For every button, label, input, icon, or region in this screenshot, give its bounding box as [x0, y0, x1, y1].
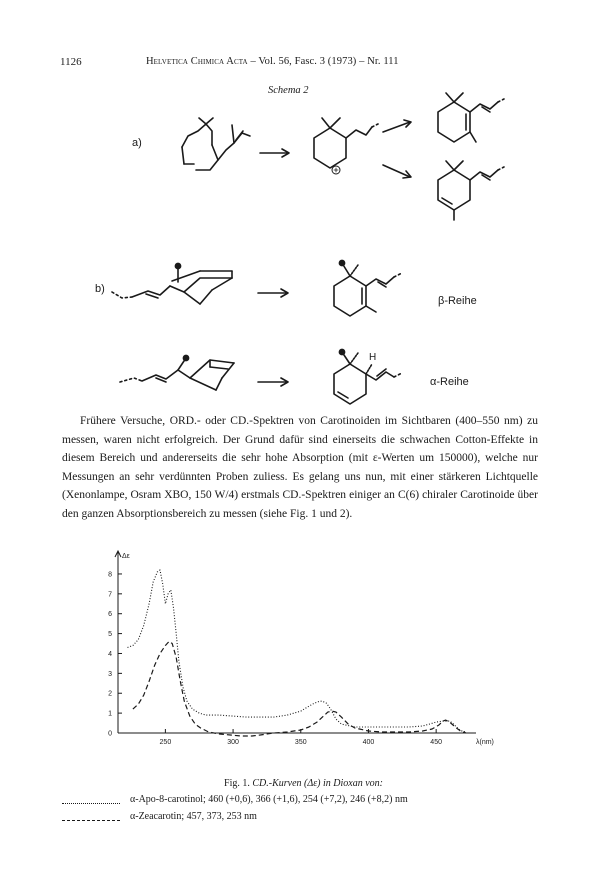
y-tick-label: 0: [108, 730, 112, 738]
y-tick-label: 6: [108, 611, 112, 619]
svg-text:H: H: [369, 352, 377, 363]
citation: – Vol. 56, Fasc. 3 (1973) – Nr. 111: [250, 56, 399, 67]
legend-entry-dashed: [62, 811, 257, 822]
x-tick-label: 300: [227, 739, 239, 746]
legend-label-dotted: α-Apo-8-carotinol; 460 (+0,6), 366 (+1,6), 254 (+7,2), 246 (+8,2) nm: [130, 794, 408, 805]
legend-swatch-dashed: [62, 812, 120, 821]
figure-caption-text: CD.-Kurven (Δε) in Dioxan von:: [252, 778, 383, 789]
legend-label-dashed: α-Zeacarotin; 457, 373, 253 nm: [130, 811, 257, 822]
y-tick-label: 1: [108, 710, 112, 718]
legend-entry-dotted: [62, 794, 408, 805]
chart-axes: [108, 551, 494, 746]
y-tick-label: 3: [108, 670, 112, 678]
page-number: 1126: [60, 56, 82, 68]
x-tick-label: 350: [294, 739, 307, 746]
scheme-label-a: a): [132, 137, 142, 149]
body-paragraph: Frühere Versuche, ORD.- oder CD.-Spektren von Carotinoiden im Sichtbaren (400–550 nm) zu messen, waren nicht erfolgreich. Der Grund dafür sind einerseits die schwachen Cotton-Effekte in diesem Bereich und andererseits die sehr hohe Absorption (mit ε-Werten um 150000), welche nur Messungen an sehr verdünnten Proben zuliess. Es gelang uns nun, mit einer stärkeren Lichtquelle (Xenonlampe, Osram XBO, 150 W/4) erstmals CD.-Spektren einiger an C(6) chiraler Carotinoide über den ganzen Absorptionsbereich zu messen (siehe Fig. 1 und 2).: [62, 415, 538, 520]
chart-series: [128, 570, 466, 736]
schema-title: Schema 2: [268, 85, 309, 96]
journal-name: Helvetica Chimica Acta: [146, 56, 248, 67]
beta-series-label: β-Reihe: [438, 295, 477, 307]
x-tick-label: 450: [430, 739, 442, 746]
scheme-label-b: b): [95, 283, 105, 295]
y-tick-label: 4: [108, 650, 112, 658]
alpha-series-label: α-Reihe: [430, 376, 469, 388]
y-tick-label: 5: [108, 631, 112, 639]
series-line-dashed: [133, 642, 466, 737]
x-axis-label: λ(nm): [476, 739, 494, 746]
y-tick-label: 8: [108, 571, 112, 579]
y-tick-label: 2: [108, 690, 112, 698]
x-tick-label: 400: [362, 739, 375, 746]
y-axis-label: Δε: [122, 553, 130, 560]
figure-caption: [0, 778, 607, 789]
figure-caption-prefix: Fig. 1.: [224, 778, 250, 789]
y-tick-label: 7: [108, 591, 112, 599]
series-line-dotted: [128, 570, 466, 732]
legend-swatch-dotted: [62, 795, 120, 804]
x-tick-label: 250: [159, 739, 172, 746]
